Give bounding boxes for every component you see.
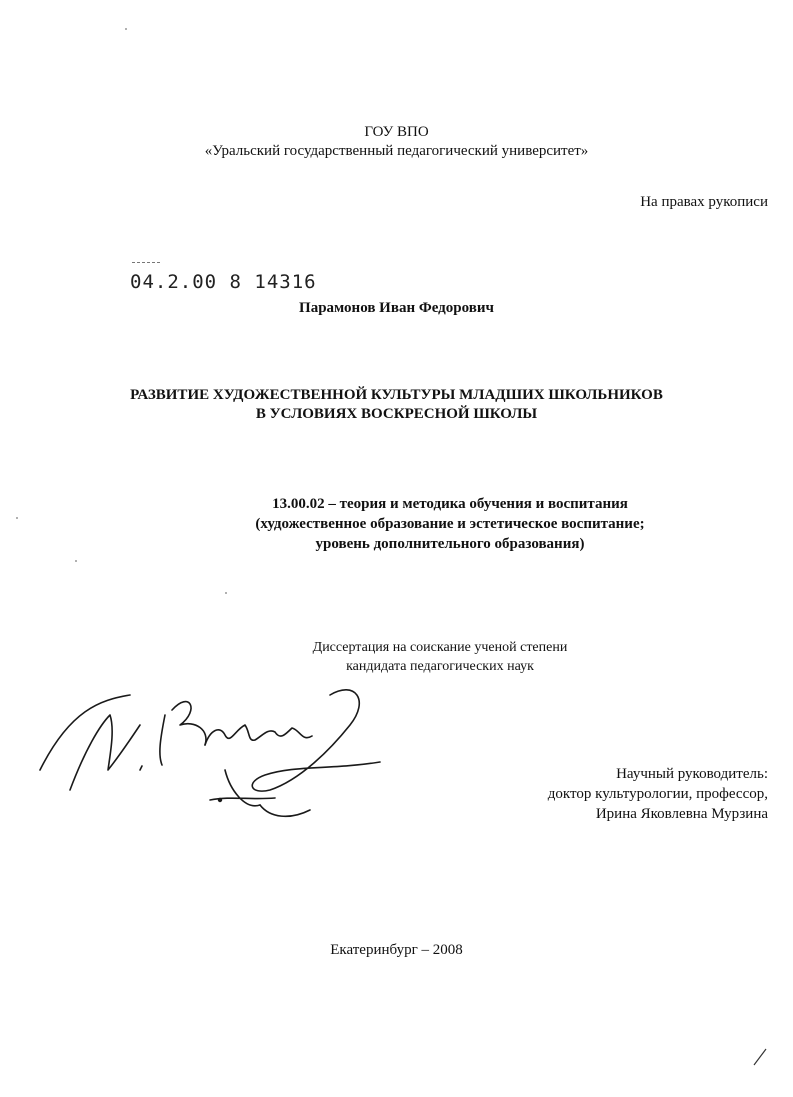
stamp-mark [132, 262, 160, 263]
specialty-line-3: уровень дополнительного образования) [315, 536, 585, 552]
supervisor-label: Научный руководитель: [616, 766, 768, 782]
scan-mark [750, 1045, 770, 1069]
author-name: Парамонов Иван Федорович [299, 300, 494, 316]
scan-speck [16, 517, 18, 519]
inventory-number-stamp: 04.2.00 8 14316 [130, 271, 317, 293]
scan-speck [125, 28, 127, 30]
specialty-line-1: 13.00.02 – теория и методика обучения и воспитания [272, 496, 628, 512]
specialty-line-2: (художественное образование и эстетическое воспитание; [255, 516, 645, 532]
author-signature [30, 670, 390, 840]
degree-line-1: Диссертация на соискание ученой степени [312, 640, 568, 655]
org-full-name: «Уральский государственный педагогический университет» [204, 143, 589, 159]
supervisor-degree: доктор культурологии, профессор, [547, 786, 768, 802]
title-line-1: РАЗВИТИЕ ХУДОЖЕСТВЕННОЙ КУЛЬТУРЫ МЛАДШИХ ШКОЛЬНИКОВ [130, 387, 663, 403]
city-year-footer: Екатеринбург – 2008 [330, 942, 463, 958]
scan-speck [75, 560, 77, 562]
manuscript-note: На правах рукописи [640, 194, 768, 210]
scan-speck [225, 592, 227, 594]
supervisor-name: Ирина Яковлевна Мурзина [595, 806, 768, 822]
org-short-name: ГОУ ВПО [364, 124, 429, 140]
title-line-2: В УСЛОВИЯХ ВОСКРЕСНОЙ ШКОЛЫ [255, 406, 538, 422]
degree-line-2: кандидата педагогических наук [346, 659, 534, 674]
